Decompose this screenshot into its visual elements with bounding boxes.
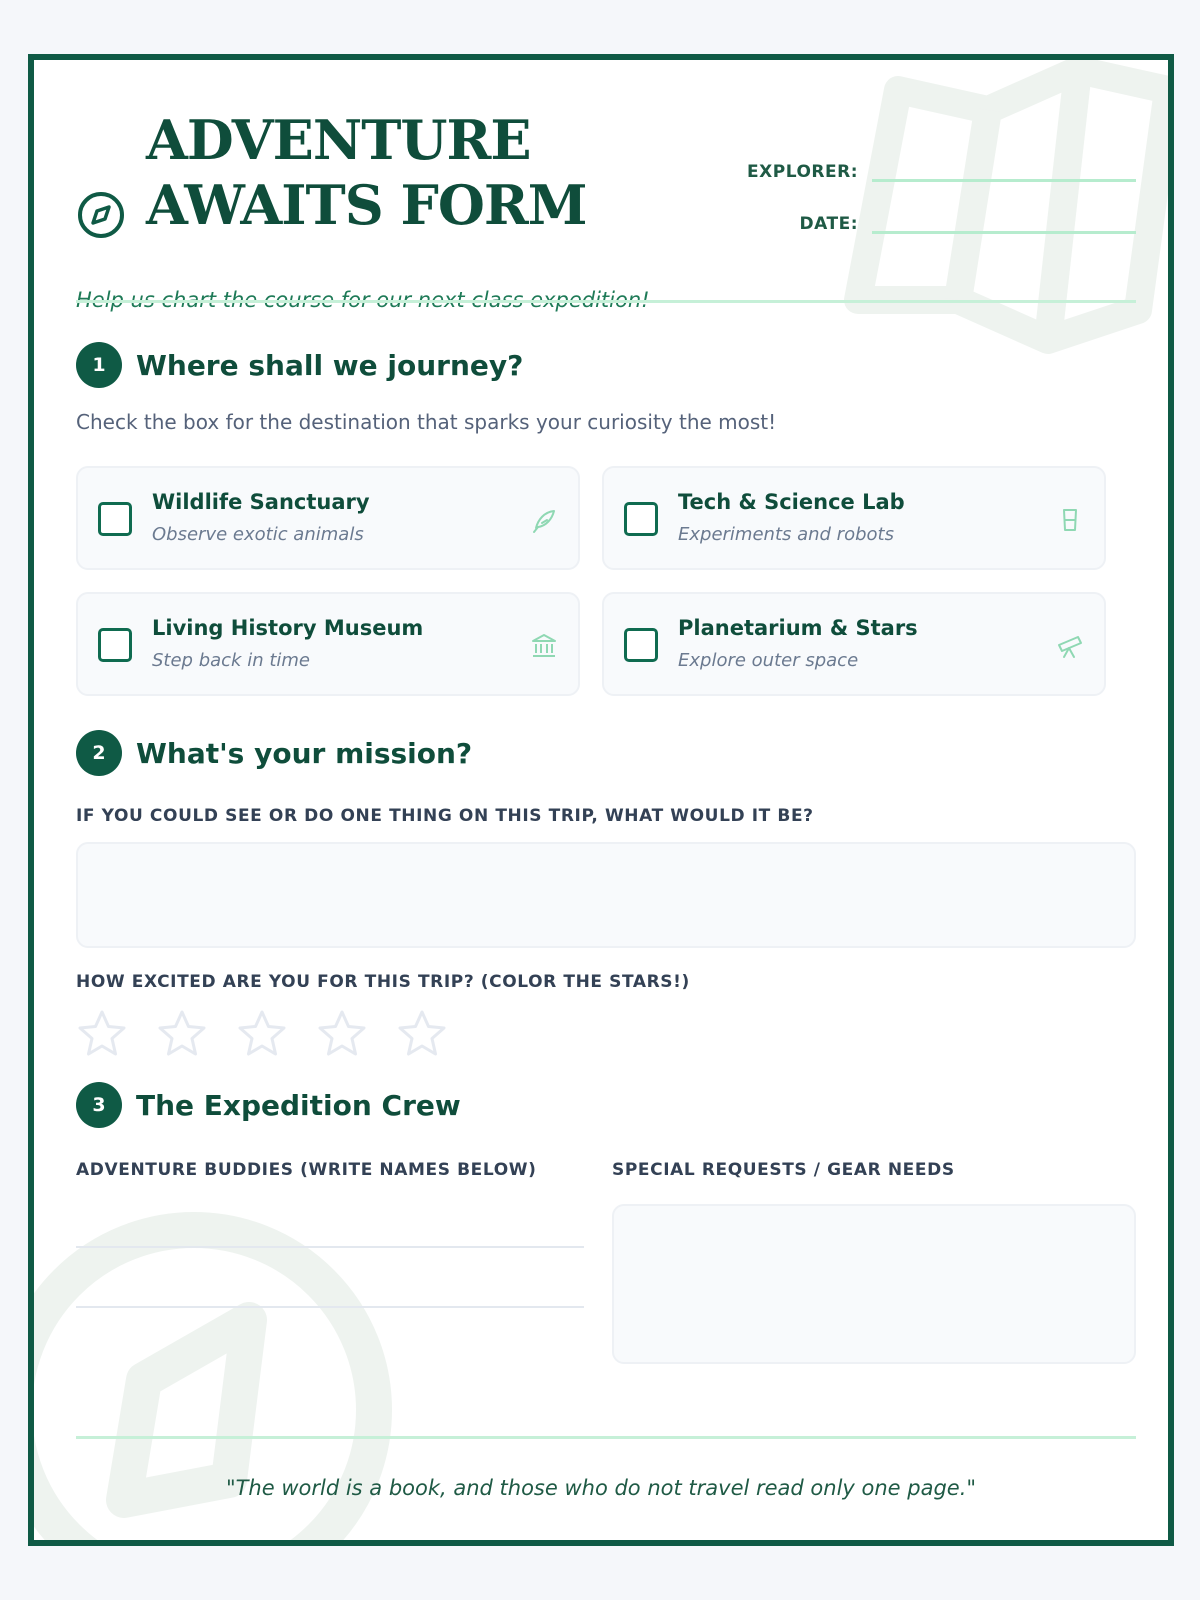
destination-checkbox[interactable] bbox=[624, 628, 658, 662]
compass-icon bbox=[76, 190, 126, 240]
option-title: Wildlife Sanctuary bbox=[152, 490, 370, 514]
buddy-name-line[interactable] bbox=[76, 1306, 584, 1308]
section-number-badge: 3 bbox=[76, 1082, 122, 1128]
requests-label: SPECIAL REQUESTS / GEAR NEEDS bbox=[612, 1160, 955, 1180]
form-header bbox=[76, 108, 1136, 352]
footer-quote: "The world is a book, and those who do not travel read only one page." bbox=[225, 1476, 977, 1500]
destination-checkbox[interactable] bbox=[624, 502, 658, 536]
section-number-badge: 1 bbox=[76, 342, 122, 388]
star-icon[interactable] bbox=[396, 1008, 448, 1060]
section-title: The Expedition Crew bbox=[136, 1088, 461, 1122]
header-divider bbox=[76, 300, 1136, 303]
destination-checkbox[interactable] bbox=[98, 502, 132, 536]
explorer-label: EXPLORER: bbox=[747, 162, 858, 182]
destination-checkbox[interactable] bbox=[98, 628, 132, 662]
option-title: Planetarium & Stars bbox=[678, 616, 918, 640]
telescope-icon bbox=[1056, 632, 1084, 660]
beaker-icon bbox=[1056, 506, 1084, 534]
date-label: DATE: bbox=[799, 214, 858, 234]
option-subtitle: Experiments and robots bbox=[678, 524, 894, 545]
option-subtitle: Explore outer space bbox=[678, 650, 859, 671]
destination-instructions: Check the box for the destination that sparks your curiosity the most! bbox=[76, 410, 777, 434]
star-icon[interactable] bbox=[156, 1008, 208, 1060]
bird-icon bbox=[530, 506, 558, 534]
star-icon[interactable] bbox=[236, 1008, 288, 1060]
buddies-label: ADVENTURE BUDDIES (WRITE NAMES BELOW) bbox=[76, 1160, 537, 1180]
option-subtitle: Observe exotic animals bbox=[152, 524, 364, 545]
page-title bbox=[146, 108, 706, 238]
form-sheet bbox=[28, 54, 1174, 1546]
destination-option-museum[interactable] bbox=[76, 592, 580, 696]
section-number-badge: 2 bbox=[76, 730, 122, 776]
mission-textarea[interactable] bbox=[76, 842, 1136, 948]
option-title: Living History Museum bbox=[152, 616, 424, 640]
explorer-input-line[interactable] bbox=[872, 158, 1136, 182]
star-icon[interactable] bbox=[76, 1008, 128, 1060]
title-line-1: ADVENTURE bbox=[146, 108, 531, 172]
section-3-heading bbox=[76, 1082, 461, 1128]
destination-option-tech-lab[interactable] bbox=[602, 466, 1106, 570]
option-subtitle: Step back in time bbox=[152, 650, 311, 671]
destination-option-planetarium[interactable] bbox=[602, 592, 1106, 696]
footer-divider bbox=[76, 1436, 1136, 1439]
section-title: Where shall we journey? bbox=[136, 348, 524, 382]
excitement-star-rating bbox=[76, 1008, 448, 1060]
museum-icon bbox=[530, 632, 558, 660]
page-subtitle: Help us chart the course for our next class expedition! bbox=[76, 288, 650, 312]
section-2-heading bbox=[76, 730, 472, 776]
excitement-label: HOW EXCITED ARE YOU FOR THIS TRIP? (COLOR THE STARS!) bbox=[76, 972, 690, 992]
mission-label: IF YOU COULD SEE OR DO ONE THING ON THIS TRIP, WHAT WOULD IT BE? bbox=[76, 806, 814, 826]
option-title: Tech & Science Lab bbox=[678, 490, 905, 514]
section-1-heading bbox=[76, 342, 523, 388]
star-icon[interactable] bbox=[316, 1008, 368, 1060]
explorer-row bbox=[747, 158, 1136, 182]
date-row bbox=[800, 210, 1136, 234]
destination-option-wildlife[interactable] bbox=[76, 466, 580, 570]
requests-textarea[interactable] bbox=[612, 1204, 1136, 1364]
title-line-2: AWAITS FORM bbox=[146, 173, 587, 237]
buddy-name-line[interactable] bbox=[76, 1246, 584, 1248]
date-input-line[interactable] bbox=[872, 210, 1136, 234]
section-title: What's your mission? bbox=[136, 736, 473, 770]
